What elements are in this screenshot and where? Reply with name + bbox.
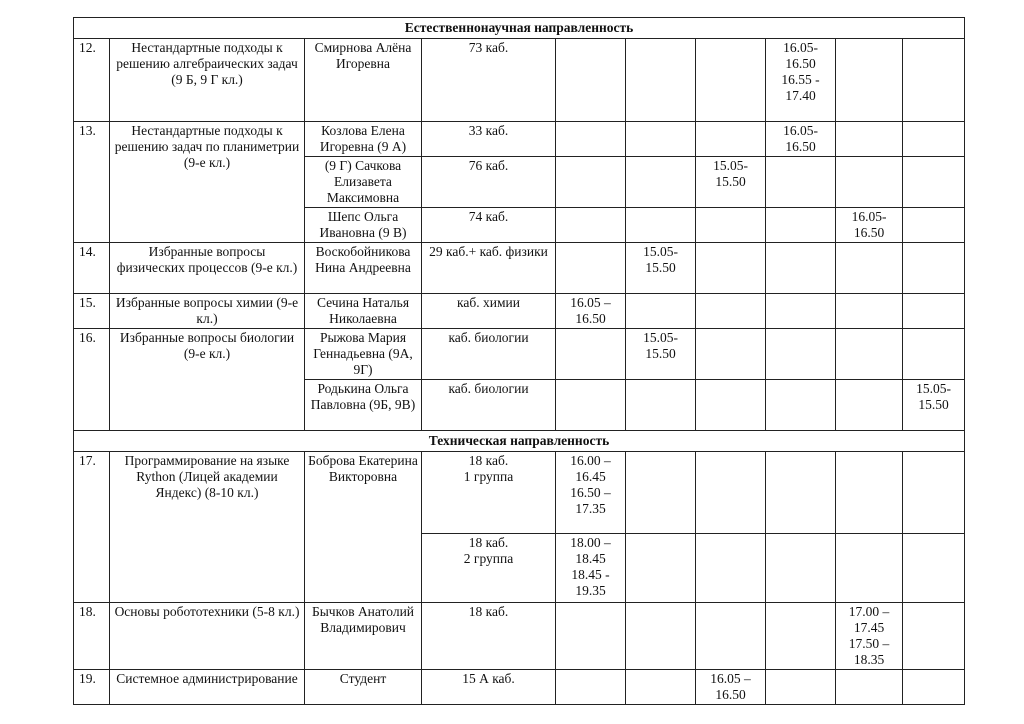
time-slot-day-3 xyxy=(696,603,766,670)
time-slot-day-5 xyxy=(836,534,903,603)
time-slot-day-2 xyxy=(626,157,696,208)
table-row xyxy=(74,294,965,329)
time-slot-day-4: 16.05- 16.50 16.55 - 17.40 xyxy=(766,39,836,122)
time-slot-day-4 xyxy=(766,534,836,603)
time-slot-day-3 xyxy=(696,122,766,157)
course-name: Основы робототехники (5-8 кл.) xyxy=(110,603,305,670)
room-cell: 18 каб. xyxy=(422,603,556,670)
time-slot-day-1 xyxy=(556,603,626,670)
time-slot-day-2 xyxy=(626,380,696,431)
room-cell: 73 каб. xyxy=(422,39,556,122)
table-row xyxy=(74,670,965,705)
time-slot-day-5 xyxy=(836,294,903,329)
teacher-name: Боброва Екатерина Викторовна xyxy=(305,452,422,603)
time-slot-day-3 xyxy=(696,243,766,294)
course-name: Избранные вопросы биологии (9-е кл.) xyxy=(110,329,305,431)
time-slot-day-1 xyxy=(556,243,626,294)
time-slot-day-2 xyxy=(626,208,696,243)
section-title: Техническая направленность xyxy=(74,431,965,452)
time-slot-day-3 xyxy=(696,294,766,329)
course-name: Системное администрирование xyxy=(110,670,305,705)
course-number: 19. xyxy=(74,670,110,705)
course-name: Избранные вопросы химии (9-е кл.) xyxy=(110,294,305,329)
room-cell: 33 каб. xyxy=(422,122,556,157)
table-row xyxy=(74,452,965,534)
time-slot-day-4 xyxy=(766,452,836,534)
time-slot-day-1 xyxy=(556,157,626,208)
time-slot-day-6 xyxy=(903,329,965,380)
time-slot-day-5 xyxy=(836,122,903,157)
time-slot-day-1 xyxy=(556,39,626,122)
table-row xyxy=(74,122,965,157)
time-slot-day-5 xyxy=(836,243,903,294)
teacher-name: Студент xyxy=(305,670,422,705)
time-slot-day-5 xyxy=(836,157,903,208)
time-slot-day-3 xyxy=(696,39,766,122)
time-slot-day-2 xyxy=(626,39,696,122)
teacher-name: Рыжова Мария Геннадьевна (9А, 9Г) xyxy=(305,329,422,380)
time-slot-day-5 xyxy=(836,670,903,705)
time-slot-day-4: 16.05- 16.50 xyxy=(766,122,836,157)
time-slot-day-1 xyxy=(556,122,626,157)
time-slot-day-1 xyxy=(556,208,626,243)
teacher-name: Бычков Анатолий Владимирович xyxy=(305,603,422,670)
course-number: 13. xyxy=(74,122,110,243)
room-cell: каб. биологии xyxy=(422,380,556,431)
room-cell: 15 А каб. xyxy=(422,670,556,705)
time-slot-day-5 xyxy=(836,380,903,431)
time-slot-day-5: 17.00 – 17.45 17.50 – 18.35 xyxy=(836,603,903,670)
room-cell: 18 каб. 1 группа xyxy=(422,452,556,534)
time-slot-day-2 xyxy=(626,452,696,534)
time-slot-day-6 xyxy=(903,39,965,122)
section-header-row xyxy=(74,431,965,452)
teacher-name: Смирнова Алёна Игоревна xyxy=(305,39,422,122)
teacher-name: (9 Г) Сачкова Елизавета Максимовна xyxy=(305,157,422,208)
time-slot-day-6 xyxy=(903,603,965,670)
time-slot-day-4 xyxy=(766,670,836,705)
course-number: 15. xyxy=(74,294,110,329)
time-slot-day-2 xyxy=(626,670,696,705)
time-slot-day-3 xyxy=(696,329,766,380)
time-slot-day-2 xyxy=(626,294,696,329)
section-header-row xyxy=(74,18,965,39)
room-cell: 29 каб.+ каб. физики xyxy=(422,243,556,294)
time-slot-day-5: 16.05- 16.50 xyxy=(836,208,903,243)
time-slot-day-4 xyxy=(766,243,836,294)
time-slot-day-2 xyxy=(626,603,696,670)
time-slot-day-5 xyxy=(836,39,903,122)
time-slot-day-1 xyxy=(556,329,626,380)
time-slot-day-1: 16.00 – 16.45 16.50 – 17.35 xyxy=(556,452,626,534)
time-slot-day-4 xyxy=(766,294,836,329)
time-slot-day-2 xyxy=(626,534,696,603)
time-slot-day-3: 16.05 – 16.50 xyxy=(696,670,766,705)
course-number: 17. xyxy=(74,452,110,603)
schedule-table xyxy=(73,17,965,705)
time-slot-day-2 xyxy=(626,122,696,157)
teacher-name: Козлова Елена Игоревна (9 А) xyxy=(305,122,422,157)
section-title: Естественнонаучная направленность xyxy=(74,18,965,39)
course-number: 16. xyxy=(74,329,110,431)
room-cell: каб. биологии xyxy=(422,329,556,380)
teacher-name: Сечина Наталья Николаевна xyxy=(305,294,422,329)
time-slot-day-1 xyxy=(556,380,626,431)
time-slot-day-3 xyxy=(696,208,766,243)
time-slot-day-4 xyxy=(766,157,836,208)
time-slot-day-6 xyxy=(903,534,965,603)
course-name: Программирование на языке Rython (Лицей академии Яндекс) (8-10 кл.) xyxy=(110,452,305,603)
course-number: 14. xyxy=(74,243,110,294)
time-slot-day-3 xyxy=(696,534,766,603)
table-row xyxy=(74,329,965,380)
room-cell: 74 каб. xyxy=(422,208,556,243)
time-slot-day-2: 15.05- 15.50 xyxy=(626,243,696,294)
table-row xyxy=(74,39,965,122)
room-cell: каб. химии xyxy=(422,294,556,329)
time-slot-day-1: 16.05 – 16.50 xyxy=(556,294,626,329)
time-slot-day-6 xyxy=(903,670,965,705)
time-slot-day-6 xyxy=(903,157,965,208)
course-number: 18. xyxy=(74,603,110,670)
teacher-name: Родькина Ольга Павловна (9Б, 9В) xyxy=(305,380,422,431)
table-row xyxy=(74,603,965,670)
course-name: Нестандартные подходы к решению алгебраических задач (9 Б, 9 Г кл.) xyxy=(110,39,305,122)
time-slot-day-1 xyxy=(556,670,626,705)
time-slot-day-4 xyxy=(766,380,836,431)
time-slot-day-5 xyxy=(836,329,903,380)
room-cell: 18 каб. 2 группа xyxy=(422,534,556,603)
course-number: 12. xyxy=(74,39,110,122)
time-slot-day-6: 15.05- 15.50 xyxy=(903,380,965,431)
time-slot-day-3 xyxy=(696,380,766,431)
table-row xyxy=(74,243,965,294)
time-slot-day-6 xyxy=(903,243,965,294)
time-slot-day-3: 15.05- 15.50 xyxy=(696,157,766,208)
room-cell: 76 каб. xyxy=(422,157,556,208)
teacher-name: Шепс Ольга Ивановна (9 В) xyxy=(305,208,422,243)
time-slot-day-4 xyxy=(766,329,836,380)
course-name: Нестандартные подходы к решению задач по планиметрии (9-е кл.) xyxy=(110,122,305,243)
time-slot-day-6 xyxy=(903,122,965,157)
time-slot-day-6 xyxy=(903,208,965,243)
time-slot-day-5 xyxy=(836,452,903,534)
teacher-name: Воскобойникова Нина Андреевна xyxy=(305,243,422,294)
time-slot-day-6 xyxy=(903,452,965,534)
time-slot-day-1: 18.00 – 18.45 18.45 - 19.35 xyxy=(556,534,626,603)
time-slot-day-2: 15.05- 15.50 xyxy=(626,329,696,380)
time-slot-day-6 xyxy=(903,294,965,329)
time-slot-day-3 xyxy=(696,452,766,534)
time-slot-day-4 xyxy=(766,208,836,243)
time-slot-day-4 xyxy=(766,603,836,670)
course-name: Избранные вопросы физических процессов (9-е кл.) xyxy=(110,243,305,294)
